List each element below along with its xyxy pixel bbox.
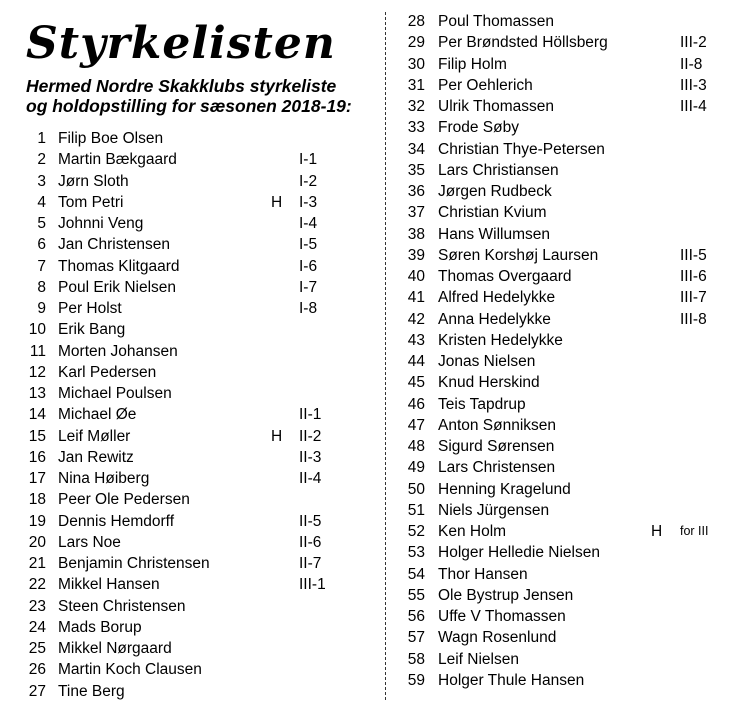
- player-rank: 43: [407, 331, 425, 349]
- player-team: II-1: [299, 406, 322, 424]
- player-team: III-3: [680, 76, 707, 94]
- player-name: Knud Herskind: [438, 374, 540, 392]
- player-rank: 46: [407, 395, 425, 413]
- player-name: Michael Poulsen: [58, 385, 172, 402]
- player-team: I-1: [299, 151, 318, 169]
- player-rank: 35: [407, 161, 425, 179]
- player-team: III-1: [299, 576, 326, 594]
- player-team: I-2: [299, 172, 318, 190]
- player-rank: 45: [407, 374, 425, 392]
- player-rank: 59: [407, 671, 425, 689]
- player-name: Wagn Rosenlund: [438, 629, 557, 647]
- player-rank: 40: [407, 268, 425, 285]
- player-rank: 41: [407, 289, 425, 307]
- page-title: Styrkelisten: [26, 18, 336, 69]
- player-rank: 31: [407, 76, 425, 94]
- player-rank: 7: [37, 257, 46, 275]
- player-mark: H: [271, 427, 283, 445]
- player-name: Mikkel Hansen: [58, 576, 160, 594]
- player-rank: 19: [28, 512, 46, 530]
- player-name: Michael Øe: [58, 406, 137, 424]
- player-team: I-7: [299, 278, 318, 296]
- player-rank: 32: [407, 98, 425, 115]
- player-rank: 22: [28, 576, 46, 594]
- player-name: Dennis Hemdorff: [58, 512, 175, 530]
- player-rank: 55: [407, 586, 425, 604]
- player-name: Søren Korshøj Laursen: [438, 246, 599, 264]
- player-team: III-7: [680, 289, 707, 307]
- player-name: Tine Berg: [58, 682, 125, 700]
- player-rank: 30: [407, 55, 425, 73]
- player-name: Alfred Hedelykke: [438, 289, 556, 307]
- player-name: Teis Tapdrup: [438, 395, 526, 413]
- player-rank: 11: [29, 342, 46, 360]
- player-rank: 56: [407, 608, 425, 625]
- player-name: Martin Koch Clausen: [58, 661, 202, 679]
- player-rank: 54: [407, 565, 425, 583]
- player-team: III-6: [680, 268, 707, 285]
- player-name: Frode Søby: [438, 119, 519, 137]
- player-name: Leif Møller: [58, 427, 131, 445]
- player-rank: 28: [407, 13, 425, 30]
- player-name: Morten Johansen: [58, 342, 178, 360]
- player-name: Thomas Overgaard: [438, 268, 572, 285]
- player-team: II-3: [299, 448, 322, 466]
- player-rank: 17: [28, 470, 46, 487]
- player-rank: 52: [407, 523, 425, 540]
- player-team: I-4: [299, 215, 318, 232]
- player-name: Mikkel Nørgaard: [58, 640, 172, 657]
- player-name: Jørn Sloth: [58, 172, 129, 190]
- player-rank: 13: [28, 385, 46, 402]
- player-name: Niels Jürgensen: [438, 501, 550, 519]
- player-team: III-5: [680, 246, 707, 264]
- player-rank: 51: [407, 501, 425, 519]
- player-rank: 57: [407, 629, 425, 647]
- player-name: Steen Christensen: [58, 597, 186, 615]
- player-name: Peer Ole Pedersen: [58, 491, 190, 509]
- player-name: Per Brøndsted Höllsberg: [438, 34, 608, 52]
- player-rank: 10: [28, 321, 46, 339]
- player-rank: 20: [28, 533, 46, 551]
- player-team: II-7: [299, 555, 322, 572]
- subtitle-line-2: og holdopstilling for sæsonen 2018-19:: [26, 96, 352, 116]
- player-team: II-2: [299, 427, 322, 445]
- player-name: Henning Kragelund: [438, 480, 571, 498]
- player-name: Christian Thye-Petersen: [438, 140, 605, 158]
- player-rank: 12: [28, 363, 46, 381]
- player-rank: 16: [28, 448, 46, 466]
- player-rank: 58: [407, 650, 425, 668]
- player-name: Erik Bang: [58, 321, 126, 339]
- player-team: I-5: [299, 236, 318, 254]
- player-team: III-8: [680, 310, 707, 328]
- player-rank: 49: [407, 459, 425, 477]
- player-name: Tom Petri: [58, 193, 124, 211]
- player-team: I-6: [299, 257, 318, 275]
- player-rank: 38: [407, 225, 425, 243]
- player-name: Leif Nielsen: [438, 650, 519, 668]
- player-name: Sigurd Sørensen: [438, 438, 555, 455]
- player-rank: 24: [28, 618, 46, 636]
- player-rank: 23: [28, 597, 46, 615]
- player-name: Jan Rewitz: [58, 448, 134, 466]
- player-rank: 2: [37, 151, 46, 169]
- player-name: Filip Boe Olsen: [58, 130, 164, 147]
- player-rank: 6: [37, 236, 46, 254]
- player-rank: 50: [407, 480, 425, 498]
- player-mark: H: [271, 193, 283, 211]
- player-rank: 37: [407, 204, 425, 222]
- player-name: Benjamin Christensen: [58, 555, 210, 572]
- player-rank: 48: [407, 438, 425, 455]
- player-rank: 47: [407, 416, 425, 434]
- player-name: Mads Borup: [58, 618, 142, 636]
- player-name: Ulrik Thomassen: [438, 98, 555, 115]
- player-name: Uffe V Thomassen: [438, 608, 566, 625]
- player-team: III-2: [680, 34, 707, 52]
- player-rank: 15: [28, 427, 46, 445]
- player-name: Ken Holm: [438, 523, 507, 540]
- player-name: Ole Bystrup Jensen: [438, 586, 574, 604]
- player-rank: 26: [28, 661, 46, 679]
- player-name: Holger Thule Hansen: [438, 671, 585, 689]
- player-name: Christian Kvium: [438, 204, 547, 222]
- player-rank: 8: [37, 278, 46, 296]
- player-name: Poul Erik Nielsen: [58, 278, 177, 296]
- player-rank: 42: [407, 310, 425, 328]
- player-name: Hans Willumsen: [438, 225, 550, 243]
- player-team: III-4: [680, 98, 707, 115]
- player-team: II-8: [680, 55, 703, 73]
- player-rank: 5: [37, 215, 46, 232]
- player-rank: 4: [37, 193, 46, 211]
- player-rank: 33: [407, 119, 425, 137]
- player-name: Thor Hansen: [438, 565, 528, 583]
- player-rank: 21: [28, 555, 46, 572]
- player-name: Poul Thomassen: [438, 13, 555, 30]
- player-name: Thomas Klitgaard: [58, 257, 180, 275]
- player-name: Nina Høiberg: [58, 470, 150, 487]
- player-name: Kristen Hedelykke: [438, 331, 563, 349]
- player-rank: 25: [28, 640, 46, 657]
- player-name: Per Oehlerich: [438, 76, 533, 94]
- player-name: Jørgen Rudbeck: [438, 183, 552, 200]
- player-name: Lars Noe: [58, 533, 121, 551]
- player-name: Martin Bækgaard: [58, 151, 177, 169]
- player-name: Johnni Veng: [58, 215, 144, 232]
- player-rank: 1: [37, 130, 46, 147]
- player-team: I-8: [299, 300, 318, 317]
- player-name: Filip Holm: [438, 55, 507, 73]
- player-name: Per Holst: [58, 300, 122, 317]
- player-rank: 53: [407, 544, 425, 562]
- player-name: Jonas Nielsen: [438, 353, 536, 370]
- player-name: Anna Hedelykke: [438, 310, 551, 328]
- player-name: Karl Pedersen: [58, 363, 157, 381]
- player-rank: 18: [28, 491, 46, 509]
- subtitle: [26, 76, 386, 116]
- player-rank: 29: [407, 34, 425, 52]
- player-team: I-3: [299, 193, 318, 211]
- player-rank: 27: [28, 682, 46, 700]
- subtitle-line-1: Hermed Nordre Skakklubs styrkeliste: [26, 76, 337, 96]
- player-team: II-6: [299, 533, 322, 551]
- player-mark: H: [651, 523, 663, 540]
- player-rank: 44: [407, 353, 425, 370]
- player-team: II-4: [299, 470, 322, 487]
- player-rank: 3: [37, 172, 46, 190]
- player-team: II-5: [299, 512, 322, 530]
- column-divider: [385, 12, 386, 700]
- player-name: Lars Christiansen: [438, 161, 559, 179]
- player-rank: 9: [37, 300, 46, 317]
- player-rank: 14: [28, 406, 46, 424]
- player-name: Lars Christensen: [438, 459, 556, 477]
- player-name: Holger Helledie Nielsen: [438, 544, 600, 562]
- player-name: Anton Sønniksen: [438, 416, 557, 434]
- player-rank: 39: [407, 246, 425, 264]
- player-name: Jan Christensen: [58, 236, 171, 254]
- player-rank: 36: [407, 183, 425, 200]
- player-rank: 34: [407, 140, 425, 158]
- player-team: for III: [680, 524, 709, 538]
